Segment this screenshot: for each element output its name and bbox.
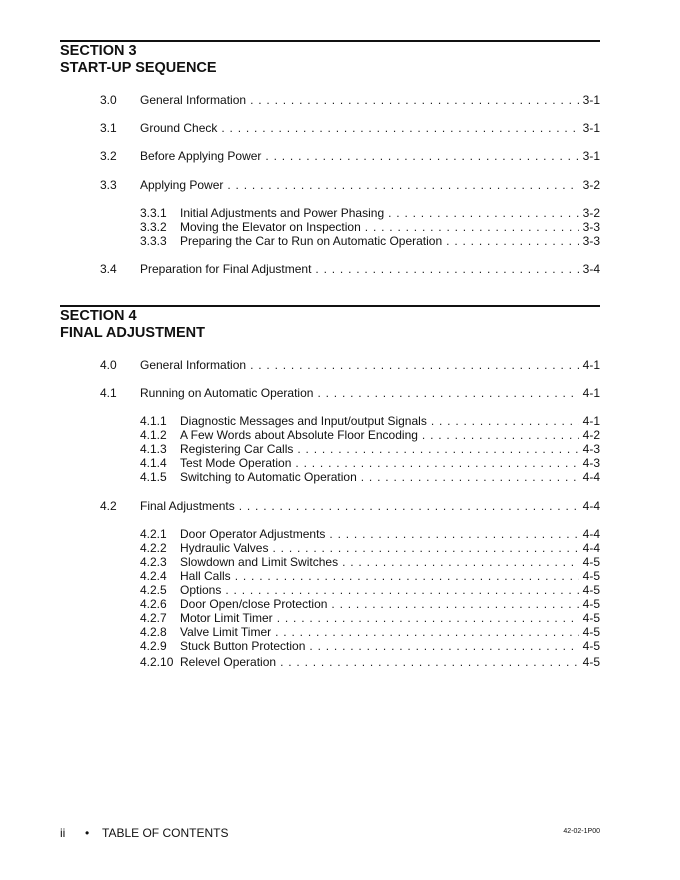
toc-entry-number: 4.0 (100, 358, 117, 372)
dot-leader (272, 541, 578, 555)
toc-entry-page: 4-5 (582, 569, 600, 583)
toc-entry-page: 4-4 (582, 470, 600, 484)
toc-entry-number: 3.1 (100, 121, 117, 135)
toc-entry-page: 3-1 (582, 149, 600, 163)
toc-entry-4-2-1[interactable] (140, 527, 600, 541)
toc-entry-number: 4.1 (100, 386, 117, 400)
dot-leader (317, 386, 578, 400)
toc-entry-number: 4.2.5 (140, 583, 167, 597)
toc-entry-4-2-10[interactable] (140, 655, 600, 669)
toc-entry-page: 4-3 (582, 456, 600, 470)
dot-leader (329, 527, 578, 541)
section-3-title: START-UP SEQUENCE (60, 60, 217, 76)
toc-entry-title: Motor Limit Timer (180, 611, 273, 625)
toc-entry-number: 4.2.10 (140, 655, 174, 669)
toc-entry-4-1-2[interactable] (140, 428, 600, 442)
toc-entry-number: 4.2.6 (140, 597, 167, 611)
dot-leader (446, 234, 579, 248)
toc-entry-title: Diagnostic Messages and Input/output Signals (180, 414, 427, 428)
toc-entry-page: 4-5 (582, 625, 600, 639)
dot-leader (227, 178, 578, 192)
toc-entry-title: Running on Automatic Operation (140, 386, 314, 400)
toc-entry-number: 4.2.4 (140, 569, 167, 583)
toc-entry-number: 4.1.5 (140, 470, 167, 484)
toc-entry-title: General Information (140, 358, 247, 372)
dot-leader (315, 262, 578, 276)
toc-entry-page: 4-3 (582, 442, 600, 456)
dot-leader (309, 639, 578, 653)
toc-entry-3-3-2[interactable] (140, 220, 600, 234)
footer-doc-code: 42-02-1P00 (563, 828, 600, 835)
dot-leader (361, 470, 579, 484)
toc-entry-title: Stuck Button Protection (180, 639, 306, 653)
toc-entry-number: 4.1.1 (140, 414, 167, 428)
dot-leader (277, 611, 579, 625)
dot-leader (239, 499, 579, 513)
dot-leader (225, 583, 578, 597)
toc-entry-number: 4.1.2 (140, 428, 167, 442)
toc-entry-title: Moving the Elevator on Inspection (180, 220, 361, 234)
toc-entry-title: Slowdown and Limit Switches (180, 555, 339, 569)
toc-entry-title: Door Operator Adjustments (180, 527, 326, 541)
toc-entry-4-2-9[interactable] (140, 639, 600, 653)
toc-entry-page: 3-1 (582, 121, 600, 135)
toc-entry-title: Valve Limit Timer (180, 625, 272, 639)
toc-entry-title: Switching to Automatic Operation (180, 470, 357, 484)
toc-entry-4-1-3[interactable] (140, 442, 600, 456)
footer-bullet: • (85, 826, 90, 840)
toc-entry-number: 4.1.3 (140, 442, 167, 456)
toc-entry-4-1-5[interactable] (140, 470, 600, 484)
footer-page-number: ii (60, 826, 66, 840)
toc-entry-3-3-3[interactable] (140, 234, 600, 248)
toc-entry-number: 3.4 (100, 262, 117, 276)
toc-entry-3-3[interactable] (100, 178, 600, 192)
toc-entry-3-1[interactable] (100, 121, 600, 135)
dot-leader (250, 358, 579, 372)
toc-entry-page: 4-1 (582, 414, 600, 428)
toc-entry-title: General Information (140, 93, 247, 107)
toc-entry-number: 4.2.1 (140, 527, 167, 541)
toc-entry-3-3-1[interactable] (140, 206, 600, 220)
toc-entry-3-2[interactable] (100, 149, 600, 163)
toc-entry-page: 4-1 (582, 358, 600, 372)
toc-entry-4-2-7[interactable] (140, 611, 600, 625)
toc-entry-page: 4-4 (582, 499, 600, 513)
toc-entry-4-2-4[interactable] (140, 569, 600, 583)
toc-entry-number: 3.3 (100, 178, 117, 192)
toc-entry-number: 4.1.4 (140, 456, 167, 470)
toc-entry-page: 3-2 (582, 206, 600, 220)
dot-leader (250, 93, 579, 107)
toc-entry-4-0[interactable] (100, 358, 600, 372)
toc-entry-number: 4.2.2 (140, 541, 167, 555)
dot-leader (221, 121, 578, 135)
toc-entry-number: 3.0 (100, 93, 117, 107)
toc-entry-title: Initial Adjustments and Power Phasing (180, 206, 385, 220)
toc-entry-title: Options (180, 583, 222, 597)
toc-entry-title: Applying Power (140, 178, 224, 192)
dot-leader (280, 655, 579, 669)
toc-entry-number: 4.2 (100, 499, 117, 513)
toc-entry-number: 3.2 (100, 149, 117, 163)
toc-entry-title: Registering Car Calls (180, 442, 294, 456)
toc-entry-page: 4-5 (582, 611, 600, 625)
dot-leader (422, 428, 579, 442)
dot-leader (297, 442, 578, 456)
toc-entry-title: A Few Words about Absolute Floor Encoding (180, 428, 418, 442)
toc-entry-title: Door Open/close Protection (180, 597, 328, 611)
dot-leader (331, 597, 578, 611)
dot-leader (265, 149, 578, 163)
toc-entry-4-2-5[interactable] (140, 583, 600, 597)
toc-entry-page: 3-3 (582, 220, 600, 234)
toc-entry-number: 3.3.1 (140, 206, 167, 220)
toc-entry-title: Hydraulic Valves (180, 541, 269, 555)
toc-entry-4-2-6[interactable] (140, 597, 600, 611)
toc-entry-title: Preparation for Final Adjustment (140, 262, 312, 276)
toc-entry-page: 4-4 (582, 541, 600, 555)
toc-entry-4-2-2[interactable] (140, 541, 600, 555)
toc-entry-title: Test Mode Operation (180, 456, 292, 470)
dot-leader (388, 206, 579, 220)
dot-leader (365, 220, 579, 234)
toc-entry-4-1-1[interactable] (140, 414, 600, 428)
toc-entry-title: Relevel Operation (180, 655, 277, 669)
toc-entry-3-0[interactable] (100, 93, 600, 107)
toc-entry-title: Hall Calls (180, 569, 231, 583)
toc-entry-title: Final Adjustments (140, 499, 235, 513)
toc-entry-page: 3-2 (582, 178, 600, 192)
page-footer (60, 826, 600, 840)
toc-entry-page: 3-1 (582, 93, 600, 107)
toc-entry-page: 4-5 (582, 639, 600, 653)
toc-entry-page: 4-5 (582, 583, 600, 597)
toc-entry-number: 4.2.7 (140, 611, 167, 625)
toc-entry-number: 4.2.8 (140, 625, 167, 639)
section-3-heading: SECTION 3 (60, 43, 137, 59)
toc-entry-4-2-3[interactable] (140, 555, 600, 569)
section-4-heading: SECTION 4 (60, 308, 137, 324)
toc-entry-page: 4-1 (582, 386, 600, 400)
toc-entry-3-4[interactable] (100, 262, 600, 276)
toc-entry-page: 4-2 (582, 428, 600, 442)
dot-leader (342, 555, 579, 569)
toc-entry-page: 4-5 (582, 597, 600, 611)
toc-entry-title: Before Applying Power (140, 149, 262, 163)
footer-label: TABLE OF CONTENTS (102, 826, 229, 840)
section-4-title: FINAL ADJUSTMENT (60, 325, 205, 341)
dot-leader (275, 625, 579, 639)
dot-leader (431, 414, 579, 428)
toc-entry-4-2[interactable] (100, 499, 600, 513)
dot-leader (235, 569, 579, 583)
toc-entry-number: 4.2.3 (140, 555, 167, 569)
toc-entry-number: 3.3.2 (140, 220, 167, 234)
toc-entry-page: 4-5 (582, 555, 600, 569)
toc-entry-number: 4.2.9 (140, 639, 167, 653)
dot-leader (295, 456, 578, 470)
toc-entry-4-2-8[interactable] (140, 625, 600, 639)
toc-entry-title: Preparing the Car to Run on Automatic Operation (180, 234, 443, 248)
toc-entry-title: Ground Check (140, 121, 218, 135)
toc-entry-4-1-4[interactable] (140, 456, 600, 470)
toc-entry-page: 4-4 (582, 527, 600, 541)
toc-entry-4-1[interactable] (100, 386, 600, 400)
toc-entry-page: 4-5 (582, 655, 600, 669)
section-3-rule (60, 40, 600, 42)
toc-entry-number: 3.3.3 (140, 234, 167, 248)
toc-entry-page: 3-3 (582, 234, 600, 248)
section-4-rule (60, 305, 600, 307)
toc-entry-page: 3-4 (582, 262, 600, 276)
